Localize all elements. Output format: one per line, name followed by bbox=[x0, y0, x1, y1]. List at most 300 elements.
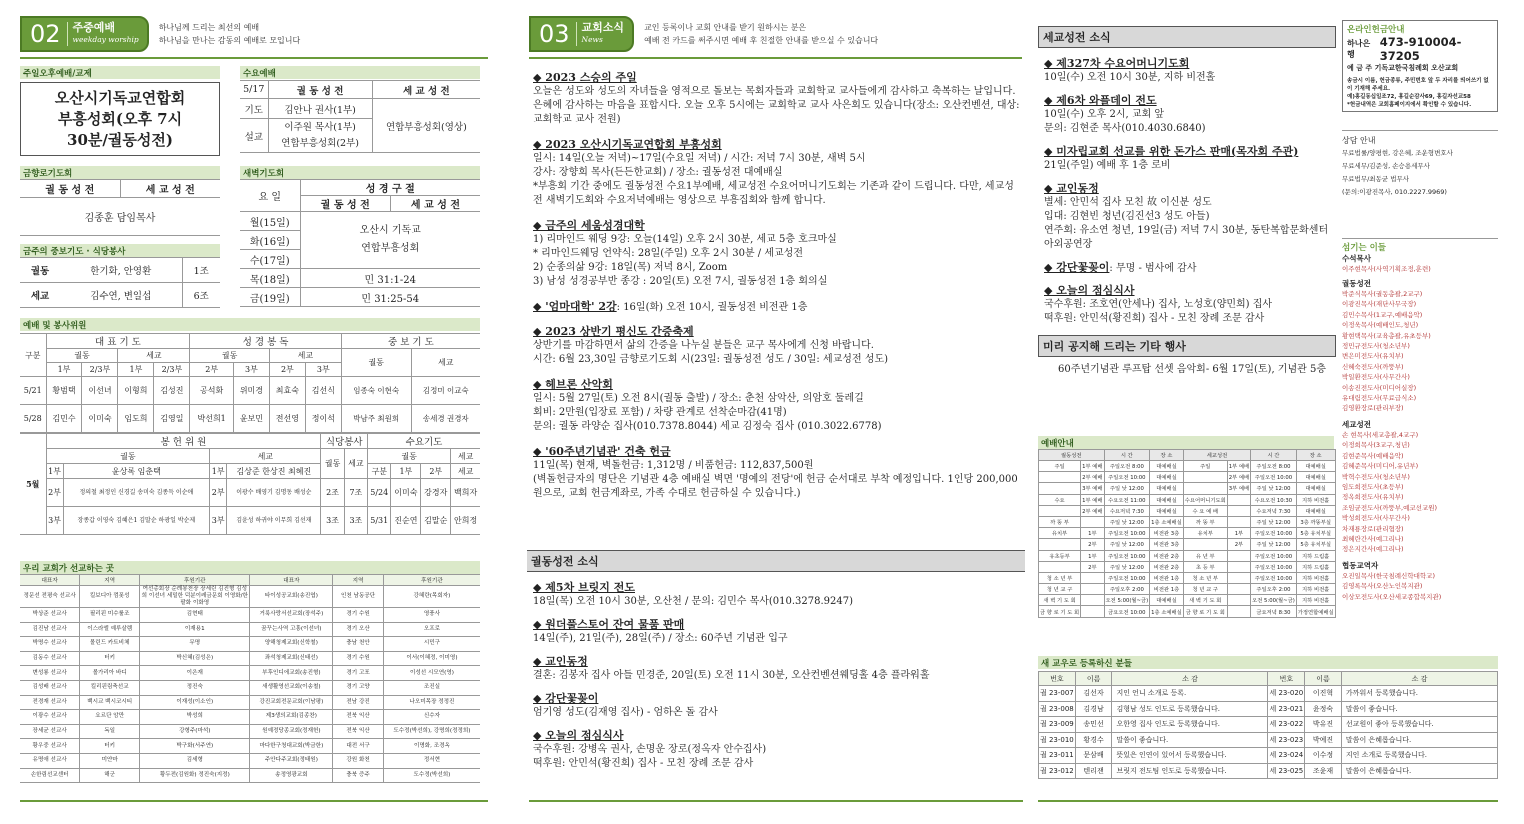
commission-cell: 진순연 bbox=[391, 507, 421, 535]
col-header: 대표자 bbox=[250, 575, 333, 586]
col-header: 궐동 bbox=[321, 449, 344, 479]
new-member-cell: 세 23-025 bbox=[1268, 763, 1305, 779]
schedule-table bbox=[1038, 449, 1336, 618]
section-label: 새 교우로 등록하신 분들 bbox=[1041, 658, 1132, 669]
staff-group bbox=[1342, 571, 1498, 602]
schedule-cell: 까 뚱 부 bbox=[1183, 516, 1227, 527]
mission-cell: 여선총회장 순례봉천장 장세린 김진형 김성희 이선녀 세밀한 덕분이레금문회 이영화/한팔화 이화영 bbox=[140, 586, 250, 608]
col-header: 장 소 bbox=[1296, 450, 1335, 461]
news-item bbox=[533, 376, 1023, 434]
col-header: 대표자 bbox=[20, 575, 80, 586]
wednesday-table bbox=[240, 80, 480, 153]
col-header: 2/3부 bbox=[154, 363, 190, 377]
col-header: 봉 헌 위 원 bbox=[46, 434, 321, 449]
schedule-cell: 지하 비전홀 bbox=[1296, 494, 1335, 505]
cell: 6조 bbox=[182, 283, 220, 308]
mission-cell: 타이성공교회(송진엽) bbox=[250, 586, 333, 608]
col-header: 궐동 bbox=[190, 349, 270, 363]
new-member-cell: 뜻있은 인연이 있어서 등록했습니다. bbox=[1112, 748, 1268, 764]
news-item-body: 14일(주), 21일(주), 28일(주) / 장소: 60주년 기념관 입구 bbox=[533, 633, 788, 644]
news-list bbox=[533, 60, 1023, 501]
schedule-cell bbox=[1183, 483, 1227, 494]
consult-title: 상담 안내 bbox=[1342, 130, 1498, 146]
schedule-cell: 수요저녁 7:30 bbox=[1104, 505, 1150, 516]
new-member-cell: 조윤재 bbox=[1305, 763, 1342, 779]
news-item-body: 10일(수) 오전 10시 30분, 지하 비전홀 bbox=[1044, 72, 1216, 83]
mission-cell: 강진교회전문교회(이남평) bbox=[250, 695, 333, 710]
schedule-cell: 청 년 교 구 bbox=[1183, 584, 1227, 595]
divider bbox=[529, 57, 1022, 59]
new-member-cell: 가까워서 등록했습니다. bbox=[1341, 686, 1497, 702]
staff-member: 이정욱목사(예배인도,청년) bbox=[1342, 321, 1419, 330]
staff-member: 차재룡장로(관리협장) bbox=[1342, 524, 1404, 533]
table-header-row bbox=[1039, 450, 1336, 461]
news-item-body: 결혼: 김봉자 집사 아들 민경준, 20일(토) 오전 11시 30분, 오산컨벤션웨딩홀 4층 플라워홀 bbox=[533, 670, 930, 681]
sg-news-label: 세교성전 소식 bbox=[1038, 26, 1336, 48]
col-header: 세교 bbox=[344, 449, 367, 479]
table-row bbox=[1039, 595, 1336, 606]
mission-cell: 새생활영선교회(이송철) bbox=[250, 680, 333, 695]
new-member-cell: 세 23-023 bbox=[1268, 732, 1305, 748]
mission-cell: 도수정(박선희) bbox=[383, 768, 480, 783]
schedule-cell: 지하 드림홀 bbox=[1296, 561, 1335, 572]
schedule-cell: 수요오전 11:00 bbox=[1104, 494, 1150, 505]
staff-member: 김민수목사(1교구,예배음악) bbox=[1342, 310, 1423, 319]
section-label: 새벽기도회 bbox=[243, 168, 285, 179]
consult-line: 무료세무/김준성, 손승용세무사 bbox=[1342, 162, 1430, 170]
schedule-cell: 대예배실 bbox=[1296, 461, 1335, 472]
table-row bbox=[1039, 561, 1336, 572]
new-member-cell: 궐 23-008 bbox=[1039, 701, 1076, 717]
new-member-cell: 세 23-024 bbox=[1268, 748, 1305, 764]
table-header-row bbox=[20, 575, 480, 586]
mission-cell: 김진남 선교사 bbox=[20, 622, 80, 637]
schedule-cell: 초 등 부 bbox=[1183, 561, 1227, 572]
section-label: 예배안내 bbox=[1041, 438, 1074, 449]
news-item-title: ◆ 금주의 세움성경대학 bbox=[533, 219, 645, 232]
schedule-cell: 2부 예배 bbox=[1081, 505, 1104, 516]
schedule-cell: 주일오전 10:00 bbox=[1104, 572, 1150, 583]
mission-cell: 조진실 bbox=[383, 680, 480, 695]
schedule-cell: 주일 bbox=[1183, 461, 1227, 472]
consult-lines bbox=[1342, 147, 1498, 199]
mission-cell: 장세균 선교사 bbox=[20, 724, 80, 739]
service-section bbox=[20, 318, 480, 535]
col-header: 이름 bbox=[1305, 672, 1342, 686]
mission-cell: 황우중 선교사 bbox=[20, 739, 80, 754]
mission-cell: 킬리핀림축선교 bbox=[80, 680, 140, 695]
commission-cell: 1부 bbox=[210, 464, 227, 479]
news-item bbox=[533, 217, 1023, 289]
news-item bbox=[533, 616, 1025, 646]
schedule-cell bbox=[1039, 561, 1081, 572]
news-item bbox=[533, 69, 1023, 127]
col-header: 요 일 bbox=[240, 180, 300, 212]
new-member-cell: 오한영 집사 인도로 등록했습니다. bbox=[1112, 717, 1268, 733]
service-cell: 정이석 bbox=[305, 405, 341, 433]
cell: 1조 bbox=[182, 258, 220, 283]
col-header: 세 교 성 전 bbox=[372, 81, 480, 99]
section-label: 수요예배 bbox=[243, 68, 276, 79]
service-cell: 공석화 bbox=[190, 377, 234, 405]
header-desc-2: 하나님을 만나는 감동의 예배로 모입니다 bbox=[158, 36, 301, 45]
header-desc-1: 하나님께 드리는 최선의 예배 bbox=[158, 23, 260, 32]
schedule-cell: 3부 예배 bbox=[1227, 483, 1250, 494]
table-row bbox=[20, 753, 480, 768]
news-item-title: ◆ 강단꽃꽂이 bbox=[533, 692, 599, 705]
cell: 오산시 기독교 bbox=[359, 225, 421, 236]
cell: 이주원 목사(1부) bbox=[284, 121, 356, 133]
schedule-cell bbox=[1081, 584, 1104, 595]
news-item-title: ◆ 제327차 수요어머니기도회 bbox=[1044, 57, 1190, 70]
col-header: 소 감 bbox=[1112, 672, 1268, 686]
new-member-cell: 문삼배 bbox=[1075, 748, 1112, 764]
news-item bbox=[533, 323, 1023, 367]
schedule-cell: 대예배실 bbox=[1296, 483, 1335, 494]
schedule-cell: 주일 낮 12:00 bbox=[1251, 483, 1297, 494]
mission-cell: 전남 강진 bbox=[333, 695, 384, 710]
schedule-cell: 2부 예배 bbox=[1081, 472, 1104, 483]
friday-table bbox=[20, 179, 220, 236]
table-row bbox=[20, 651, 480, 666]
news-item-body: 11일(목) 현재, 벽돌헌금: 1,312명 / 비품헌금: 112,837,500원 (벽돌헌금자의 명단은 기념관 4층 예배실 벽면 '명예의 전당'에 헌금 순서대로 부착 예정입니다. 1인당 200,000원으로, 교회 헌금계좌로, 가족 수대로 헌금하실 수 있습니다.) bbox=[533, 460, 1018, 499]
mission-cell: 강혜란(목회자) bbox=[383, 586, 480, 608]
staff-member: 이광진목사(재단사무국장) bbox=[1342, 300, 1417, 309]
schedule-cell: 청 소 년 부 bbox=[1183, 572, 1227, 583]
schedule-cell: 대예배실 bbox=[1296, 505, 1335, 516]
new-member-cell: 김경남 bbox=[1075, 701, 1112, 717]
table-row bbox=[1039, 606, 1336, 617]
commission-table bbox=[20, 433, 480, 535]
staff-member: 정은지간사(예그리나) bbox=[1342, 545, 1404, 554]
schedule-cell: 지하 비전홀 bbox=[1296, 595, 1335, 606]
schedule-cell bbox=[1039, 472, 1081, 483]
new-member-cell: 세 23-022 bbox=[1268, 717, 1305, 733]
staff-member: 박준식목사(궐동총괄,2교구) bbox=[1342, 290, 1423, 298]
online-note: 송금시 이름, 헌금종류, 주민번호 앞 두 자리를 띄어쓰기 없이 기재해 주세요. 예)홍길동십일조72, 홍길순감사69, 홍길자선교58 *헌금내역은 교회홈페이지에서 확인할 수 있습니다. bbox=[1347, 78, 1489, 108]
mission-cell: 이서(이혜정, 이미영) bbox=[383, 651, 480, 666]
online-offering-box bbox=[1342, 20, 1498, 112]
page-subtitle: weekday worship bbox=[72, 35, 139, 44]
schedule-cell: 주일오전 10:00 bbox=[1251, 528, 1297, 539]
service-cell: 김민수 bbox=[46, 405, 82, 433]
staff-member: 김혜준목사(미디어,유년부) bbox=[1342, 462, 1419, 471]
mission-cell: 김동수 선교사 bbox=[20, 651, 80, 666]
mission-cell: 무명 bbox=[140, 637, 250, 652]
col-header: 소 감 bbox=[1341, 672, 1497, 686]
schedule-section bbox=[1038, 436, 1334, 618]
col-header: 3부 bbox=[305, 363, 341, 377]
schedule-cell: 5층 유치부실 bbox=[1296, 528, 1335, 539]
mission-cell: 김성배 선교사 bbox=[20, 680, 80, 695]
commission-cell: 2부 bbox=[46, 479, 63, 507]
schedule-cell: 수요 bbox=[1039, 494, 1081, 505]
new-member-cell: 세 23-021 bbox=[1268, 701, 1305, 717]
staff-group-label: 세교성전 bbox=[1342, 419, 1371, 429]
mission-cell: 송정영광교회 bbox=[250, 768, 333, 783]
day-cell: 화(16일) bbox=[240, 231, 300, 250]
sunday-pm-line: 오산시기독교연합회 bbox=[54, 88, 186, 107]
staff-group-label: 궐동성전 bbox=[1342, 279, 1371, 288]
commission-cell: 2조 bbox=[321, 479, 344, 507]
intercession-table bbox=[20, 257, 220, 308]
page-news bbox=[515, 0, 1030, 824]
commission-cell: 김상준 한상진 최혜진 bbox=[227, 464, 321, 479]
new-member-cell: 말씀이 은혜롭습니다. bbox=[1341, 763, 1497, 779]
mission-cell: 충남 천안 bbox=[333, 637, 384, 652]
col-header: 2부 bbox=[190, 363, 234, 377]
schedule-cell: 주일 낮 12:00 bbox=[1251, 516, 1297, 527]
new-member-cell: 박예진 bbox=[1305, 732, 1342, 748]
schedule-cell: 2부 bbox=[1081, 539, 1104, 550]
table-row bbox=[20, 586, 480, 608]
col-header: 시 간 bbox=[1104, 450, 1150, 461]
commission-cell: 7조 bbox=[344, 479, 367, 507]
col-header: 2부 bbox=[269, 363, 305, 377]
day-cell: 목(18일) bbox=[240, 269, 300, 288]
commission-cell: 윤상록 임춘택 bbox=[63, 464, 210, 479]
page-title: 교회소식 bbox=[581, 21, 625, 34]
bottom-rule bbox=[1038, 800, 1498, 802]
news-item-body: 국수후원: 조호연(안세나) 집사, 노성호(양민희) 집사 떡후원: 안민석(황진희) 집사 - 모친 장례 조문 감사 bbox=[1044, 299, 1273, 324]
schedule-cell bbox=[1039, 539, 1081, 550]
table-row bbox=[20, 622, 480, 637]
cell: 한기화, 안영환 bbox=[60, 258, 182, 283]
section-header bbox=[529, 15, 878, 53]
schedule-cell: 1층 소예배실 bbox=[1150, 516, 1184, 527]
commission-cell: 5/24 bbox=[368, 479, 391, 507]
schedule-cell bbox=[1227, 505, 1250, 516]
mission-cell: 거룩사랑서선교회(장석주) bbox=[250, 608, 333, 623]
service-cell: 김정미 이교숙 bbox=[411, 377, 480, 405]
service-cell: 박남주 최원희 bbox=[341, 405, 411, 433]
staff-member: 이정희목사(3교구,청년) bbox=[1342, 441, 1410, 450]
col-header: 성 경 봉 독 bbox=[190, 334, 341, 349]
schedule-cell bbox=[1039, 483, 1081, 494]
news-item-title: ◆ 강단꽃꽂이 bbox=[1044, 261, 1110, 274]
service-cell: 송세경 권경자 bbox=[411, 405, 480, 433]
mission-cell: 시민구 bbox=[383, 637, 480, 652]
news-item-body: 상반기를 마감하면서 삶의 간증을 나누실 분들은 교구 목사에게 신청 바랍니다. 시간: 6월 23,30일 금향로기도회 시(23일: 궐동성전 성도 / 30일: 세교성전 성도) bbox=[533, 340, 889, 365]
staff-head-label: 수석목사 bbox=[1342, 254, 1371, 263]
commission-cell: 2부 bbox=[210, 479, 227, 507]
mission-cell: 미얀마 bbox=[80, 753, 140, 768]
news-item-body: 1) 리마인드 웨딩 9강: 오늘(14일) 오후 2시 30분, 세교 5층 호크마실 * 리마인드웨딩 언약식: 28일(주일) 오후 2시 30분 / 세교성전 2) 순종의삶 9강: 18일(목) 저녁 8시, Zoom 3) 남성 성경공부반 종강 : 20일(토) 오전 7시, 궐동성전 1층 회의실 bbox=[533, 234, 837, 287]
mission-cell: 경기 오산 bbox=[333, 622, 384, 637]
news-item-body: 오늘은 성도와 성도의 자녀들을 영적으로 돌보는 목회자들과 교회학교 교사들에게 감사하고 축복하는 날입니다. 은혜에 감사하는 마음을 표합시다. 오늘 오후 5시에는 교회학교 교사 사은회도 있습니다(장소: 오산컨벤션, 대상: 교회학교 교사 전원) bbox=[533, 86, 1020, 125]
schedule-cell: 대예배실 bbox=[1150, 494, 1184, 505]
staff-member: 오진일목사(한국침례신학대학교) bbox=[1342, 571, 1435, 580]
news-item-title: ◆ 제5차 브릿지 전도 bbox=[533, 581, 635, 594]
page-weekday-worship bbox=[0, 0, 500, 824]
mission-cell: 제3생의교회(김종찬) bbox=[250, 710, 333, 725]
col-header: 궐동 bbox=[341, 349, 411, 377]
section-label: 우리 교회가 선교하는 곳 bbox=[23, 563, 114, 574]
header-desc-2: 예배 전 카드를 써주시면 예배 후 친절한 안내를 받으실 수 있습니다 bbox=[644, 36, 879, 45]
commission-cell: 3조 bbox=[321, 507, 344, 535]
intercession-section bbox=[20, 244, 220, 308]
new-member-cell: 궐 23-011 bbox=[1039, 748, 1076, 764]
col-header: 궐동성전 bbox=[1039, 450, 1105, 461]
mission-cell: 필리핀 미수룰조 bbox=[80, 608, 140, 623]
mission-cell: 이재용1 bbox=[140, 622, 250, 637]
schedule-cell bbox=[1227, 494, 1250, 505]
sg-news-section bbox=[1038, 26, 1336, 377]
mission-cell: 백시교 백시코시티 bbox=[80, 695, 140, 710]
service-cell: 임도희 bbox=[118, 405, 154, 433]
mission-cell: 이스라엘 예루살렘 bbox=[80, 622, 140, 637]
mission-cell: 양해청제교회(신학철) bbox=[250, 637, 333, 652]
staff-head-value: 이주현목사(사역기획조정,훈련) bbox=[1342, 265, 1431, 273]
news-item-body: 별세: 안민석 집사 모친 故 이신분 성도 입대: 김현빈 청년(김진선3 성도 아들) 연주회: 유소연 청년, 19일(금) 저녁 7시 30분, 동탄복합문화센터 아외공연장 bbox=[1044, 197, 1329, 250]
news-item-body: 일시: 5월 27일(토) 오전 8시(궐동 출발) / 장소: 춘천 삼악산, 의암호 둘레길 회비: 2만원(입장료 포함) / 차량 관계로 선착순마감(41명) 문의: 궐동 라양순 집사(010.7378.8044) 세교 김정숙 집사 (010.3022.6778) bbox=[533, 393, 882, 432]
cell: 김수연, 변일섭 bbox=[60, 283, 182, 308]
schedule-cell: 청 년 교 구 bbox=[1039, 584, 1081, 595]
schedule-cell: 2부 bbox=[1081, 561, 1104, 572]
mission-cell: 변성룡 선교사 bbox=[20, 666, 80, 681]
staff-group bbox=[1342, 430, 1498, 555]
col-header: 궐동 bbox=[368, 449, 451, 464]
schedule-cell: 유 년 부 bbox=[1183, 550, 1227, 561]
mission-cell: 도수정(박선희), 강명희(정정희) bbox=[383, 724, 480, 739]
news-item bbox=[533, 579, 1025, 609]
schedule-cell bbox=[1227, 550, 1250, 561]
mission-cell: 김현태 bbox=[140, 608, 250, 623]
news-item bbox=[533, 443, 1023, 501]
header-desc-1: 교인 등록이나 교회 안내를 받기 원하시는 분은 bbox=[644, 23, 807, 32]
table-row bbox=[1039, 539, 1336, 550]
service-cell: 김영일 bbox=[154, 405, 190, 433]
bottom-rule bbox=[529, 800, 1023, 802]
mission-cell: 유명애 선교사 bbox=[20, 753, 80, 768]
news-item-body: 10일(수) 오후 2시, 교회 앞 문의: 김현준 목사(010.4030.6840) bbox=[1044, 109, 1206, 134]
new-member-cell: 선교원이 좋아 등록했습니다. bbox=[1341, 717, 1497, 733]
cell: 민 31:25-54 bbox=[300, 288, 480, 307]
news-item bbox=[1044, 55, 1336, 85]
new-member-cell: 세 23-020 bbox=[1268, 686, 1305, 702]
col-header: 궐 동 성 전 bbox=[20, 180, 120, 198]
news-item-title: ◆ 제6차 와플데이 전도 bbox=[1044, 94, 1157, 107]
mission-cell: 요르단 암만 bbox=[80, 710, 140, 725]
table-row bbox=[1039, 550, 1336, 561]
consult-line: 무료법률/양평현, 강은혜, 조운형변호사 bbox=[1342, 149, 1453, 157]
cell: 연합부흥성회(영상) bbox=[372, 99, 480, 153]
schedule-cell: 비전관 1층 bbox=[1150, 584, 1184, 595]
mission-cell: 박상준 선교사 bbox=[20, 608, 80, 623]
mission-cell: 경기 수원 bbox=[333, 651, 384, 666]
news-item bbox=[533, 727, 1025, 771]
mission-cell: 전경재 선교사 bbox=[20, 695, 80, 710]
schedule-cell: 1부 예배 bbox=[1227, 461, 1250, 472]
dawn-section bbox=[240, 166, 480, 307]
news-item bbox=[1044, 259, 1336, 275]
commission-cell: 백희자 bbox=[451, 479, 480, 507]
account-holder: 예 금 주 기독교한국침례회 오산교회 bbox=[1347, 64, 1459, 72]
new-member-cell: 텐리잰 bbox=[1075, 763, 1112, 779]
col-header: 성 경 구 절 bbox=[300, 180, 480, 196]
staff-member: 박성희전도사(사무간사) bbox=[1342, 514, 1410, 523]
col-header: 이름 bbox=[1075, 672, 1112, 686]
news-item bbox=[533, 690, 1025, 720]
mission-cell: 해군 bbox=[80, 768, 140, 783]
staff-member: 박일환전도사(사무간사) bbox=[1342, 373, 1410, 382]
news-item-title: ◆ 교인동정 bbox=[533, 655, 588, 668]
schedule-cell: 3층 까뚱부실 bbox=[1296, 516, 1335, 527]
cell: 연합부흥성회(2부) bbox=[281, 137, 359, 149]
mission-cell: 경기 고포 bbox=[333, 666, 384, 681]
new-member-cell: 김선자 bbox=[1075, 686, 1112, 702]
schedule-cell: 비전관 3층 bbox=[1150, 539, 1184, 550]
staff-member: 이송진전도사(미디어실장) bbox=[1342, 383, 1417, 392]
table-row bbox=[1039, 701, 1498, 717]
schedule-cell: 지하 비전홀 bbox=[1296, 572, 1335, 583]
col-header: 식당봉사 bbox=[321, 434, 368, 449]
staff-member: 신혜숙전도사(까뚱부) bbox=[1342, 362, 1404, 371]
news-item bbox=[1044, 92, 1336, 136]
sunday-pm-line: 30분/궐동성전) bbox=[67, 130, 173, 149]
col-header: 세교성전 bbox=[1183, 450, 1250, 461]
mission-cell: 터키 bbox=[80, 651, 140, 666]
schedule-cell: 주일오전 10:00 bbox=[1251, 561, 1297, 572]
mission-cell: 꿈꾸는사역 고흥(이선녀) bbox=[250, 622, 333, 637]
mission-cell: 영풍사 bbox=[383, 608, 480, 623]
sunday-pm-line: 부흥성회(오후 7시 bbox=[57, 109, 183, 128]
col-header: 지역 bbox=[80, 575, 140, 586]
staff-member: 황현택목사(교육총괄,유초등부) bbox=[1342, 331, 1431, 340]
sunday-pm-section bbox=[20, 66, 220, 156]
new-member-cell: 윤정숙 bbox=[1305, 701, 1342, 717]
mission-cell: 황두전(김원화) 정진숙(지정) bbox=[140, 768, 250, 783]
service-cell: 박선희1 bbox=[190, 405, 234, 433]
account-number: 473-910004-37205 bbox=[1379, 35, 1462, 63]
cell: 김안나 권사(1부) bbox=[268, 99, 372, 119]
table-row bbox=[1039, 732, 1498, 748]
schedule-cell: 수요오전 10:30 bbox=[1251, 494, 1297, 505]
mission-table bbox=[20, 574, 480, 783]
commission-cell: 5/31 bbox=[368, 507, 391, 535]
schedule-cell: 1부 예배 bbox=[1081, 494, 1104, 505]
schedule-cell: 1층 소예배실 bbox=[1150, 606, 1184, 617]
schedule-cell: 5층 유치부실 bbox=[1296, 539, 1335, 550]
schedule-cell bbox=[1227, 606, 1250, 617]
news-item-line bbox=[1044, 259, 1336, 275]
col-header: 궐 동 성 전 bbox=[268, 81, 372, 99]
mission-cell: 몰린드 카트비체 bbox=[80, 637, 140, 652]
page-title: 주중예배 bbox=[72, 21, 116, 34]
schedule-cell: 새 벽 기 도 회 bbox=[1183, 595, 1227, 606]
mission-cell: 이성선 시모연(영) bbox=[383, 666, 480, 681]
col-header: 3부 bbox=[233, 363, 269, 377]
col-header: 후원기관 bbox=[383, 575, 480, 586]
schedule-cell: 주일오전 10:00 bbox=[1104, 472, 1150, 483]
section-header bbox=[20, 15, 300, 53]
table-row bbox=[20, 768, 480, 783]
mission-cell: 주안다주교회(정태원) bbox=[250, 753, 333, 768]
schedule-cell: 대예배실 bbox=[1150, 483, 1184, 494]
schedule-cell bbox=[1039, 505, 1081, 516]
schedule-cell: 주일 bbox=[1039, 461, 1081, 472]
table-row bbox=[1039, 505, 1336, 516]
col-header: 궐동 bbox=[46, 449, 210, 464]
schedule-cell: 주일 낮 12:00 bbox=[1251, 539, 1297, 550]
col-header: 번호 bbox=[1268, 672, 1305, 686]
commission-cell: 장종갑 이영숙 김혜은1 김말순 하광일 박순제 bbox=[63, 507, 210, 535]
mission-cell: 이은재 bbox=[140, 666, 250, 681]
mission-cell: 나오미목장 정정진 bbox=[383, 695, 480, 710]
news-item-title: ◆ 오늘의 점심식사 bbox=[1044, 284, 1135, 297]
news-item-body: 일시: 14일(오늘 저녁)~17일(수요일 저녁) / 시간: 저녁 7시 30분, 새벽 5시 강사: 장향희 목사(든든한교회) / 장소: 궐동성전 대예배실 *부흥회 기간 중에도 궐동성전 수요1부예배, 세교성전 수요어머니기도회는 기존과 같이 드립니다. 다만, 세교성전 새벽기도회와 수요저녁예배는 영상으로 부흥집회와 함께 합니다. bbox=[533, 153, 1014, 206]
col-header: 지역 bbox=[333, 575, 384, 586]
